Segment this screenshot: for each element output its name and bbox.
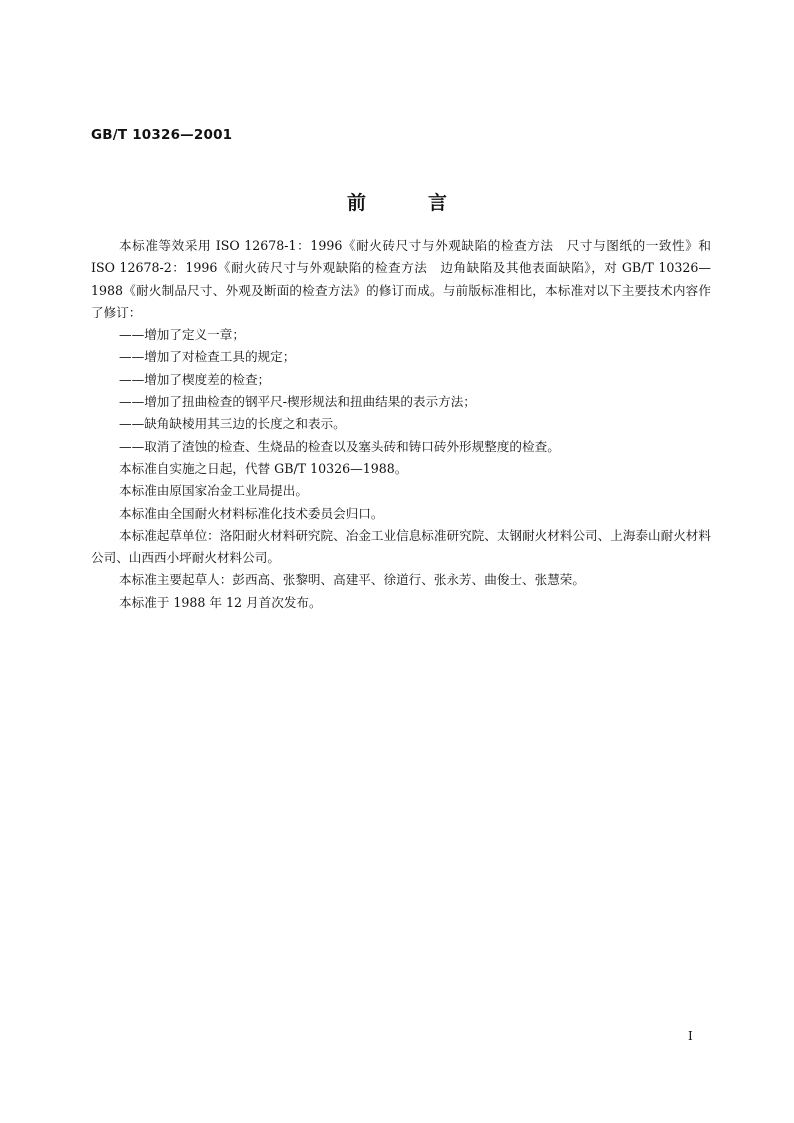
drafters-statement: 本标准主要起草人：彭西高、张黎明、高建平、徐道行、张永芳、曲俊士、张慧荣。 bbox=[119, 572, 585, 588]
revision-item: ——缺角缺棱用其三边的长度之和表示。 bbox=[119, 416, 346, 432]
revision-item: ——增加了对检查工具的规定； bbox=[119, 349, 296, 365]
replaces-statement: 本标准自实施之日起，代替 GB/T 10326—1988。 bbox=[119, 460, 408, 476]
foreword-body bbox=[91, 235, 711, 614]
first-issued-statement: 本标准于 1988 年 12 月首次发布。 bbox=[119, 594, 322, 610]
page-number: I bbox=[688, 1029, 693, 1043]
proposed-by-statement: 本标准由原国家冶金工业局提出。 bbox=[119, 483, 308, 499]
intro-paragraph: 本标准等效采用 ISO 12678-1：1996《耐火砖尺寸与外观缺陷的检查方法 尺寸与图纸的一致性》和 ISO 12678-2：1996《耐火砖尺寸与外观缺陷的检查方法 边角缺陷及其他表面缺陷》，对 GB/T 10326—1988《耐火制品尺寸、外观及断面的检查方法》的修订而成。与前版标准相比，本标准对以下主要技术内容作了修订： bbox=[91, 238, 711, 320]
title-char-1: 前 bbox=[346, 192, 366, 214]
page-title bbox=[0, 188, 794, 215]
title-char-2: 言 bbox=[428, 192, 448, 214]
managed-by-statement: 本标准由全国耐火材料标准化技术委员会归口。 bbox=[119, 505, 384, 521]
revision-item: ——增加了楔度差的检查； bbox=[119, 371, 271, 387]
standard-code: GB/T 10326—2001 bbox=[91, 127, 233, 143]
revision-item: ——增加了定义一章； bbox=[119, 327, 245, 343]
drafting-units-statement: 本标准起草单位：洛阳耐火材料研究院、冶金工业信息标准研究院、太钢耐火材料公司、上海泰山耐火材料公司、山西西小坪耐火材料公司。 bbox=[91, 527, 711, 566]
revision-item: ——取消了渣蚀的检查、生烧品的检查以及塞头砖和铸口砖外形规整度的检查。 bbox=[119, 438, 560, 454]
revision-item: ——增加了扭曲检查的钢平尺-楔形规法和扭曲结果的表示方法； bbox=[119, 394, 476, 410]
